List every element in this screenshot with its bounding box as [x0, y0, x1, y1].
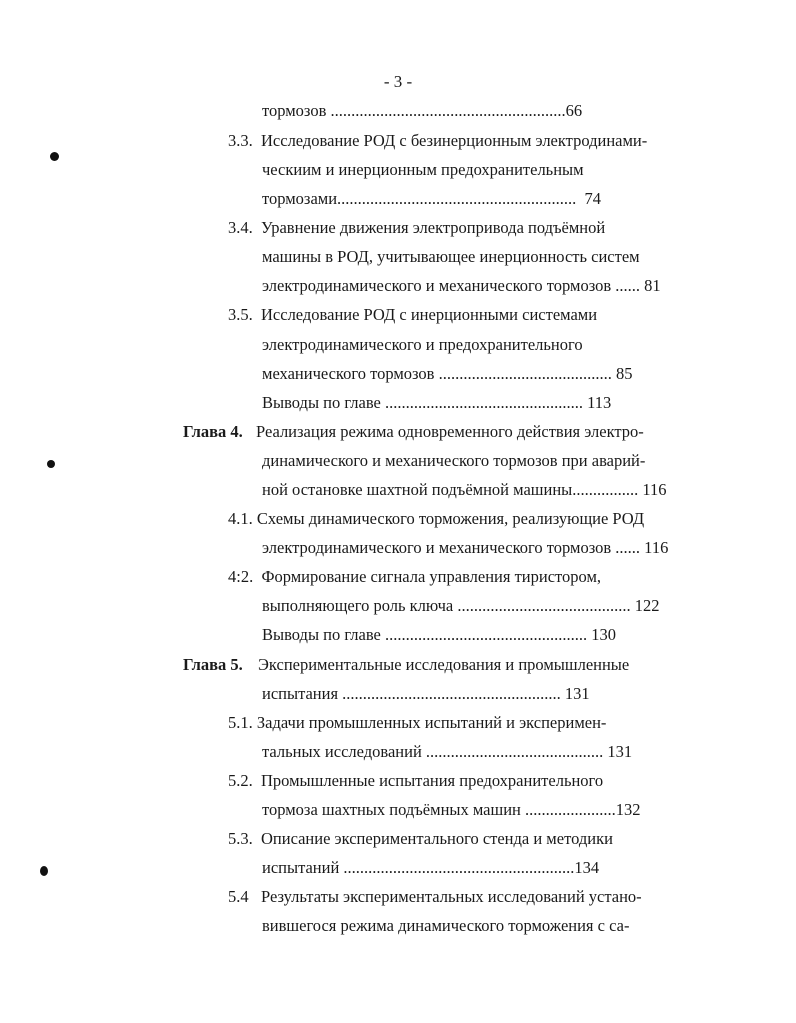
toc-line: Реализация режима одновременного действия электро- — [256, 422, 644, 441]
toc-line: ческиим и инерционным предохранительным — [262, 160, 584, 179]
toc-line: 5.1. Задачи промышленных испытаний и эксперимен- — [228, 713, 607, 732]
toc-line: Выводы по главе ................................................. 130 — [262, 625, 616, 644]
toc-line: механического тормозов .......................................... 85 — [262, 364, 633, 383]
chapter-label: Глава 4. — [183, 422, 243, 441]
toc-line: машины в РОД, учитывающее инерционность систем — [262, 247, 640, 266]
scan-dot — [50, 152, 59, 161]
toc-line: динамического и механического тормозов при аварий- — [262, 451, 646, 470]
toc-line: электродинамического и предохранительного — [262, 335, 583, 354]
scan-dot — [47, 460, 55, 468]
toc-line: 4.1. Схемы динамического торможения, реализующие РОД — [228, 509, 645, 528]
toc-line: электродинамического и механического тормозов ...... 81 — [262, 276, 661, 295]
toc-line: 3.3. Исследование РОД с безинерционным электродинами- — [228, 131, 648, 150]
scan-dot — [40, 866, 48, 876]
chapter-label: Глава 5. — [183, 655, 243, 674]
toc-line: тормозами.......................................................... 74 — [262, 189, 602, 208]
toc-line: 5.2. Промышленные испытания предохранительного — [228, 771, 604, 790]
toc-line: тормоза шахтных подъёмных машин ......................132 — [262, 800, 641, 819]
toc-line: 5.4 Результаты экспериментальных исследований устано- — [228, 887, 642, 906]
toc-line: тормозов .........................................................66 — [262, 101, 583, 120]
toc-line: ной остановке шахтной подъёмной машины................ 116 — [262, 480, 667, 499]
toc-line: электродинамического и механического тормозов ...... 116 — [262, 538, 669, 557]
toc-line: Выводы по главе ................................................ 113 — [262, 393, 612, 412]
toc-line: 5.3. Описание экспериментального стенда и методики — [228, 829, 613, 848]
page-number: - 3 - — [383, 72, 413, 91]
toc-line: испытания ..................................................... 131 — [262, 684, 590, 703]
toc-line: 4:2. Формирование сигнала управления тиристором, — [228, 567, 602, 586]
toc-line: выполняющего роль ключа .......................................... 122 — [262, 596, 660, 615]
toc-line: вившегося режима динамического торможения с са- — [262, 916, 630, 935]
toc-line: тальных исследований ........................................... 131 — [262, 742, 633, 761]
toc-line: испытаний ........................................................134 — [262, 858, 600, 877]
toc-line: Экспериментальные исследования и промышленные — [258, 655, 630, 674]
toc-line: 3.4. Уравнение движения электропривода подъёмной — [228, 218, 606, 237]
toc-line: 3.5. Исследование РОД с инерционными системами — [228, 305, 598, 324]
